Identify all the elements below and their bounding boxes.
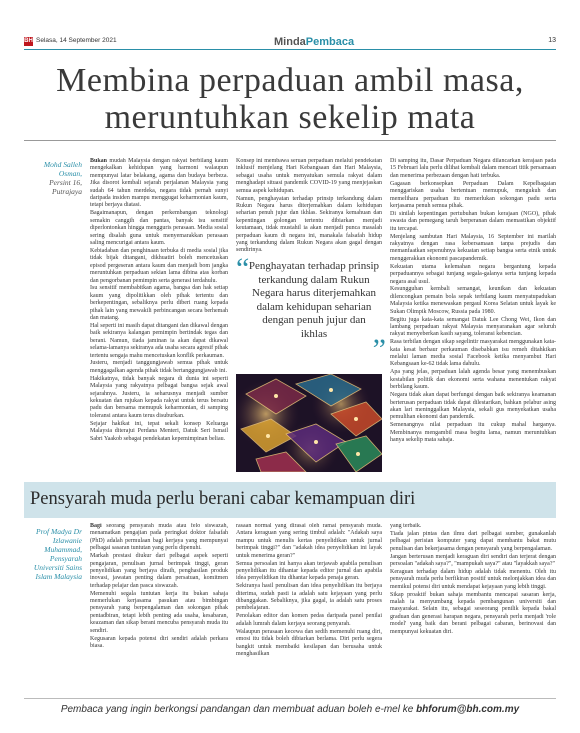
page-number: 13 — [548, 37, 556, 44]
paragraph: yang terbaik. — [390, 523, 422, 529]
pull-quote-text: Penghayatan terhadap prinsip terkandung dalam Rukun Negara harus diterjemahkan dalam kehidupan seharian dengan penuh jujur dan ikhlas — [248, 260, 380, 340]
article2-column-2 — [236, 523, 382, 695]
bh-logo: BH — [24, 38, 33, 44]
paragraph: Justeru, menjadi tanggungjawab semua pihak untuk menggagalkan agenda pihak tidak bertanggungjawab ini. — [90, 360, 228, 374]
author-affiliation: Pensyarah Universiti Sains Islam Malaysia — [33, 554, 82, 581]
paragraph: Tiada jalan pintas dan ilmu dari pelbagai sumber, gunakanlah pelbagai perisian komputer yang dapat membantu bakat mutu penulisan dan bekerjasama dengan pensyarah yang berpengalaman. — [390, 530, 556, 552]
footer-divider — [24, 698, 556, 699]
paragraph: Keraguan terhadap dalam hidup adalah tidak menentu. Oleh itu pensyarah muda perlu berfikiran positif untuk melonjakkan idea dan memikul potensi diri untuk mendapat kejayaan yang lebih tinggi. — [390, 568, 556, 590]
headline-line-1: Membina perpaduan ambil masa, — [56, 62, 524, 99]
paragraph: Bukan mudah Malaysia dengan rakyat berbilang kaum mengekalkan kehidupan yang harmoni walaupun mempunyai latar belakang, agama dan budaya berbeza. Jika disorot kembali sejarah perjalanan Malaysia yang sudah 64 tahun merdeka, negara tidak pernah sunyi daripada insiden mampu menggugat keharmonian kaum, tetapi berjaya diatasi. — [90, 158, 228, 209]
section-title-a: Minda — [274, 36, 306, 48]
author-name: Prof Madya Dr Izlawanie Muhammad, — [36, 527, 82, 554]
article2-headline: Pensyarah muda perlu berani cabar kemampuan diri — [30, 489, 416, 509]
lanterns-photo — [236, 374, 382, 472]
paragraph: Gagasan berkonsepkan Perpaduan Dalam Kepelbagaian menggariskan usaha bertentuan memupuk, mengukuh dan memelihara perpaduan itu memerlukan sokongan padu serta kerjasama penuh semua pihak. — [390, 180, 556, 209]
paragraph: Semenangnya nilai perpaduan itu cukup mahal harganya. Membinanya mengambil masa begitu lama, namun meruntuhkan hanya sekelip mata sahaja. — [390, 422, 556, 444]
close-quote-icon: ” — [372, 333, 386, 366]
article1-column-1 — [90, 158, 228, 474]
paragraph: Bagi seorang pensyarah muda atau felo siswazah, menamatkan pengajian pada peringkat doktor falsafah (PhD) adalah permulaan bagi kerjaya yang mempunyai pelbagai sasaran tuntutan yang perlu dipenuhi. — [90, 523, 228, 552]
article2-column-3 — [390, 523, 556, 695]
paragraph: Isu sensitif membabitkan agama, bangsa dan hak setiap kaum yang dipolitikkan oleh pihak tertentu dan berkepentingan, sebaliknya perlu diberi ruang kepada pihak lain yang mewakili perbincangan secara berhemah dan matang. — [90, 285, 228, 322]
paragraph: Jangan berterusan menjadi keraguan diri sendiri dan terjerat dengan persoalan "adakah saya?", "mampukah saya?" atau "layakkah saya?" — [390, 553, 556, 568]
author-location: Persint 16, Putrajaya — [49, 178, 82, 196]
paragraph: Walaupun perasaan kecewa dan sedih memenuhi ruang diri, emosi itu tidak boleh dibiarkan berlama. Diri perlu segera bangkit untuk membaiki kesilapan dan berusaha untuk menghasilkan — [236, 628, 382, 657]
footer-note — [24, 704, 556, 715]
paragraph: Konsep ini membawa seruan perpaduan melalui pendekatan inklusif menjelang Hari Kebangsaan dan Hari Malaysia, sebagai usaha untuk menyatukan semula rakyat dalam menghadapi situasi pandemik COVID-19 yang menjejaskan semua aspek kehidupan. — [236, 158, 382, 194]
paragraph: Namun, penghayatan terhadap prinsip terkandung dalam Rukun Negara harus diterjemahkan dalam kehidupan seharian penuh jujur dan ikhlas. Sekiranya kemahuan dan kepentingan golongan tertentu dibiarkan menjadi keutamaan, tidak mustahil ia akan menjadi punca masalah perpaduan kaum di negara ini, manakala falsafah hidup yang terkandung dalam Rukun Negara akan gagal dengan sendirinya. — [236, 195, 382, 254]
pull-quote — [236, 252, 386, 366]
paragraph: Negara tidak akan dapat berfungsi dengan baik sekiranya keamanan berterusan perpaduan tidak dapat dilestarikan, bahkan pelabur asing akan lari meninggalkan Malaysia, sekali gus menyekatkan usaha pemulihan ekonomi dan pandemik. — [390, 392, 556, 421]
author-name: Mohd Salleh Osman, — [43, 160, 82, 178]
open-quote-icon: “ — [236, 252, 250, 285]
paragraph: Rasa terbilan dengan sikap segelintir masyarakat menggunakan kata-kata kesat berbaur perkauman disebabkan isu remeh ditahkikan melalui laman media sosial Facebook ketika menyambut Hari Kebangsaan ke-62 tidak lama dahulu. — [390, 339, 556, 368]
lead-word: Bukan — [90, 158, 108, 164]
page-header — [24, 36, 556, 50]
paragraph: Kesungguhan kembali semangat, keunikan dan kekuatan dilencongkan pemain bola sepak terbilang kaum menyatupadukan Malaysia ketika menewaskan pergaul Korea Selatan untuk layak ke Sukan Olimpik Moscow, Russia pada 1980. — [390, 286, 556, 315]
paragraph: Apa yang jelas, perpaduan lalah agenda besar yang menembuskan kestabilan politik dan ekonomi serta wahana menentukan rakyat berbilang kaum. — [390, 369, 556, 391]
paragraph: Markah prestasi diukur dari pelbagai aspek seperti pengajaran, penulisan jurnal berimpak tinggi, geran penyelidikan yang berjaya diraih, penghasilan produk inovasi, jawatan penting dalam persatuan, komitmen terhadap pelajar dan pasca siswazah. — [90, 553, 228, 589]
paragraph: Sekiranya hasil penulisan dan idea penyelidikan itu berjaya diterima, sudah pasti ia adalah satu kejayaan yang perlu dibanggakan. Sebaliknya, jika gagal, ia adalah satu proses pembelajaran. — [236, 583, 382, 612]
paragraph: Kegusaran kepada potensi diri sendiri adalah perkara biasa. — [90, 635, 228, 649]
paragraph: Di sinilah kepentingan pertubuhan bukan kerajaan (NGO), pihak swasta dan pemegang taruh berperanan dalam memastikan objektif itu tercapai. — [390, 210, 556, 232]
paragraph: Hal seperti ini masih dapat ditangani dan dikawal dengan baik sekiranya kalangan pemimpin bertindak tegas dan berani. Namun, tiada jaminan ia akan dapat dikawal selama-lamanya sekiranya ada usaha secara agresif pihak tertentu sengaja mahu mencetuskan konflik perkauman. — [90, 322, 228, 359]
paragraph: Sikap proaktif bukan sahaja membantu mencapai sasaran kerja, malah ia menyumbang kepada pembangunan universiti dan masyarakat. Selain itu, sebagai seseorang penilik kepada bakal graduan dan generasi harapan negara, pensyarah perlu menjadi 'role model' yang baik dan berani pelbagai cabaran, berinovasi dan mempunyai kekuatan diri. — [390, 591, 556, 635]
paragraph: Penolakan editor dan komen pedas daripada panel penilai adalah lumrah dalam kerjaya seorang penyarah. — [236, 613, 382, 627]
article1-byline — [24, 160, 82, 196]
footer-email-link[interactable]: bhforum@bh.com.my — [416, 704, 520, 715]
article1-column-3 — [390, 158, 556, 476]
footer-text: Pembaca yang ingin berkongsi pandangan dan membuat aduan boleh e-mel ke — [60, 704, 417, 715]
paragraph: Begitu juga kata-kata semangat Datuk Lee Chong Wei, Ikon dan lambang perpaduan rakyat Malaysia menyaranakan agar seluruh rakyat menyeberkan kasih sayang, toleransi kebencian. — [390, 316, 556, 338]
paragraph: rasaan normal yang dirasai oleh ramai pensyarah muda. Antara keraguan yang sering timbul adalah: "Adakah saya mampu untuk menulis kertas penyelidikan untuk jurnal berimpak tinggi?" dan "adakah idea penyelidikan ini layak untuk menerima geran?" — [236, 523, 382, 559]
article2-column-1 — [90, 523, 228, 695]
headline-line-2: meruntuhkan sekelip mata — [104, 99, 476, 136]
headline-divider — [24, 140, 556, 141]
paragraph: Kebiadaban dan penghinaan terbuka di media sosial jika tidak bijak ditangani, dikhuatiri boleh mencetuskan episod pergeseran antara kaum dan menjadi bom jangka meruntuhkan perpaduan sekian lama dibina atas korban dan pengorbanan pemimpin serta generasi terdahulu. — [90, 247, 228, 284]
article1-headline — [24, 62, 556, 136]
section-title-b: Pembaca — [305, 36, 355, 48]
article1-column-2 — [236, 158, 382, 254]
lead-word: Bagi — [90, 523, 102, 529]
paragraph: Hakikatnya, tidak banyak negara di dunia ini seperti Malaysia yang rakyatnya pelbagai bangsa sejak awal sejarahnya. Justeru, ia seharusnya menjadi sumber kekuatan dan rujukan kepada rakyat untuk terus bersatu padu dan bersama memupuk keharmonian, di samping toleransi antara kaum terus disuburkan. — [90, 375, 228, 419]
paragraph: Kekuatan utama kelemahan negara bergantung kepada perpaduannya sebagai tunjang segala-galanya serta tunjang kepada negara asal usul. — [390, 263, 556, 285]
section-title — [274, 36, 354, 48]
paragraph: Menjelang sambutan Hari Malaysia, 16 September ini marilah rakyatnya dengan rasa kebersamaan tanpa prejudis dan memanfaatkan sepenuhnya kekuatan setiap bangsa serta etnik untuk menggerakkan ekonomi pascapandemik. — [390, 233, 556, 262]
paragraph: Memenuhi segala tuntutan kerja itu bukan sahaja memerlukan kerjasama pasukan atau bimbingan pensyarah yang berpengalaman dan sokongan pihak pentadbiran, tetapi lebih penting ada usaha, kesabaran, keazaman dan sikap berani mencuba pensyarah muda itu sendiri. — [90, 590, 228, 634]
paragraph: Di samping itu, Dasar Perpaduan Negara dilancarkan kerajaan pada 15 Februari lalu perlu dilihat kembali dalam mencari titik persamaan dan menerima perbezaan dengan hati terbuka. — [390, 158, 556, 179]
paragraph: Bagaimanapun, dengan perkembangan teknologi semakin canggih dan pantas, banyak isu sensitif diperlontonkan hingga mengguris perasaan. Media sosial sering disalah guna untuk menyemarakkan perasaan saling mencurigai antara kaum. — [90, 210, 228, 246]
paragraph: Semua persoalan ini hanya akan terjawab apabila penulisan penyelidikan itu dihantar kepada editor jurnal dan apabila idea penyelidikan itu dihantar kepada penaja geran. — [236, 560, 382, 582]
paragraph: Sejajar hakikat ini, tepat sekali konsep Keluarga Malaysia diterajui Perdana Menteri, Datuk Seri Ismail Sabri Yaakob sebagai pendekatan kepemimpinan beliau. — [90, 420, 228, 442]
lanterns-illustration — [236, 374, 382, 472]
article2-byline — [24, 527, 82, 581]
issue-date: Selasa, 14 September 2021 — [36, 37, 117, 44]
